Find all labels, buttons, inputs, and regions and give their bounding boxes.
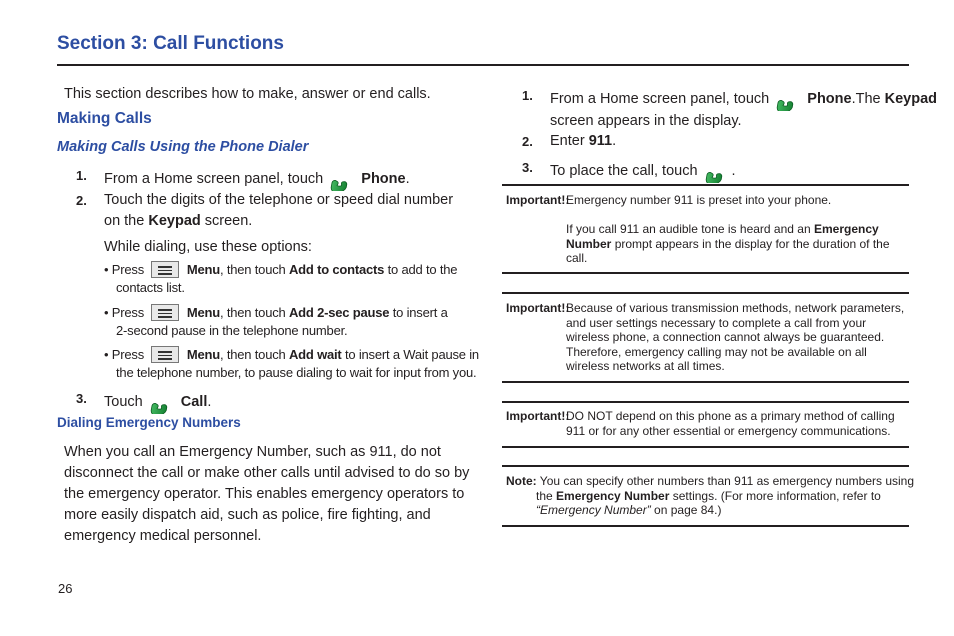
add-to-contacts-label: Add to contacts (288, 262, 385, 277)
step-text: screen. (204, 213, 253, 229)
phone-handset-icon (773, 85, 803, 111)
step-number: 2. (522, 134, 533, 149)
menu-label: Menu (186, 305, 221, 320)
divider (502, 401, 909, 403)
text: the telephone number, to pause dialing to wait for input from you. (116, 365, 477, 380)
right-step-1 (522, 85, 533, 107)
step-text: To place the call, touch (550, 163, 698, 179)
left-step-1-text (104, 165, 410, 191)
important-label: Important!: (506, 409, 570, 423)
bullet: • (104, 347, 109, 362)
text-line: wireless networks at all times. (566, 359, 725, 373)
keypad-label: Keypad (148, 213, 201, 229)
right-step-1-text (550, 85, 938, 132)
title-rule (57, 64, 909, 66)
paragraph-line: more easily dispatch aid, such as police, fire fighting, and (64, 507, 431, 523)
text: contacts list. (116, 280, 185, 295)
text-line: and user settings necessary to complete a call from your (566, 315, 867, 330)
text-line: 911 or for any other essential or emergency communications. (566, 423, 891, 438)
note-box (506, 474, 915, 518)
important-text: Emergency number 911 is preset into your phone. (566, 193, 832, 207)
text: .The (851, 91, 881, 107)
emergency-number-label: Emergency Number (556, 488, 670, 503)
menu-label: Menu (186, 347, 221, 362)
important-label: Important!: (506, 193, 570, 207)
text-line: Therefore, emergency calling may not be available on all (566, 344, 867, 359)
divider (502, 446, 909, 448)
divider (502, 381, 909, 383)
step-text: Enter (550, 133, 585, 149)
important-text (566, 301, 904, 374)
note-label: Note: (506, 474, 537, 488)
text: to insert a Wait pause in (344, 347, 479, 362)
step-number: 1. (522, 88, 533, 103)
left-step-3 (76, 388, 87, 410)
press-text: Press (111, 305, 145, 320)
phone-dialer-heading: Making Calls Using the Phone Dialer (57, 139, 309, 155)
phone-label: Phone (361, 171, 406, 187)
text: to insert a (392, 305, 448, 320)
text: , then touch (220, 262, 286, 277)
text: 2-second pause in the telephone number. (116, 323, 348, 338)
punct: . (207, 394, 212, 410)
paragraph-line: the emergency operator. This enables emergency operators to (64, 486, 465, 502)
right-step-3-text (550, 157, 736, 183)
bullet-add-wait (104, 346, 479, 382)
punct: . (612, 133, 617, 149)
step-number: 1. (76, 168, 87, 183)
emergency-heading: Dialing Emergency Numbers (57, 415, 241, 430)
left-step-2-text (104, 190, 464, 232)
left-step-2 (76, 190, 87, 212)
note-text: You can specify other numbers than 911 as emergency numbers using (539, 474, 915, 488)
bullet-add-contacts (104, 261, 457, 297)
punct: . (731, 163, 736, 179)
bullet: • (104, 262, 109, 277)
divider (502, 525, 909, 527)
step-text: screen appears in the display. (550, 113, 742, 129)
emergency-number-reference: “Emergency Number” (536, 503, 651, 517)
bullet-add-pause (104, 304, 448, 340)
menu-key-icon (151, 346, 179, 363)
punct: . (405, 171, 410, 187)
keypad-label: Keypad (884, 91, 938, 107)
step-text: Touch (104, 394, 143, 410)
bullet: • (104, 305, 109, 320)
add-wait-label: Add wait (288, 347, 342, 362)
while-dialing-text: While dialing, use these options: (104, 239, 312, 255)
number-911: 911 (588, 133, 613, 149)
text: If you call 911 an audible tone is heard and an (566, 222, 811, 236)
phone-label: Phone (807, 91, 852, 107)
divider (502, 292, 909, 294)
divider (502, 272, 909, 274)
paragraph-line: disconnect the call or make other calls until advised to do so by (64, 465, 470, 481)
making-calls-heading: Making Calls (57, 110, 152, 127)
text-line: DO NOT depend on this phone as a primary method of calling (566, 409, 895, 423)
press-text: Press (111, 347, 145, 362)
intro-text: This section describes how to make, answer or end calls. (64, 86, 431, 102)
number-label: Number (566, 236, 612, 251)
divider (502, 184, 909, 186)
step-number: 3. (76, 391, 87, 406)
text: on page 84.) (654, 503, 722, 517)
paragraph-line: When you call an Emergency Number, such as 911, do not (64, 444, 441, 460)
step-text: Touch the digits of the telephone or speed dial number on the (104, 192, 454, 229)
right-step-2 (522, 131, 533, 153)
step-number: 2. (76, 193, 87, 208)
call-label: Call (180, 394, 208, 410)
paragraph-line: emergency medical personnel. (64, 528, 262, 544)
add-2-sec-pause-label: Add 2-sec pause (288, 305, 390, 320)
text: prompt appears in the display for the duration of the (614, 236, 890, 251)
menu-key-icon (151, 261, 179, 278)
menu-label: Menu (186, 262, 221, 277)
important-text (566, 409, 895, 438)
section-title: Section 3: Call Functions (57, 33, 284, 54)
step-text: From a Home screen panel, touch (550, 91, 770, 107)
phone-handset-icon (147, 388, 177, 414)
press-text: Press (111, 262, 145, 277)
left-step-3-text (104, 388, 211, 414)
left-step-1 (76, 165, 87, 187)
emergency-label: Emergency (813, 222, 879, 236)
divider (502, 465, 909, 467)
right-step-3 (522, 157, 533, 179)
text: to add to the (387, 262, 458, 277)
text-line: Because of various transmission methods, network parameters, (566, 301, 905, 315)
text: the (536, 488, 553, 503)
step-number: 3. (522, 160, 533, 175)
emergency-paragraph (64, 442, 469, 547)
text: , then touch (220, 305, 286, 320)
phone-handset-icon (327, 165, 357, 191)
important-text (566, 222, 906, 266)
step-text: From a Home screen panel, touch (104, 171, 324, 187)
page-number: 26 (58, 581, 73, 596)
important-label: Important!: (506, 301, 570, 315)
right-step-2-text (550, 131, 616, 152)
menu-key-icon (151, 304, 179, 321)
text-line: wireless phone, a connection cannot always be guaranteed. (566, 330, 885, 344)
text: settings. (For more information, refer to (672, 488, 881, 503)
phone-handset-icon (702, 157, 732, 183)
text: , then touch (220, 347, 286, 362)
text: call. (566, 251, 588, 265)
